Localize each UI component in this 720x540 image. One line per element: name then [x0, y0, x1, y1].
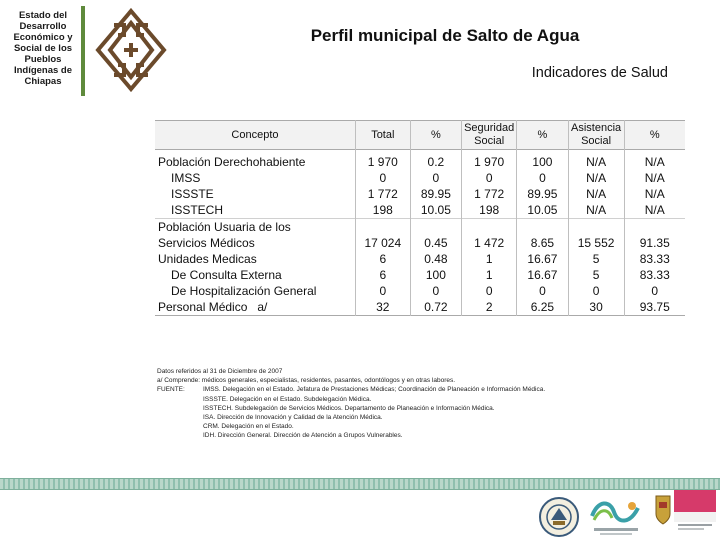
org-name [8, 10, 78, 87]
table-cell: 30 [568, 299, 624, 316]
table-cell: 15 552 [568, 235, 624, 251]
table-cell-concept: Servicios Médicos [155, 235, 355, 251]
table-row [155, 235, 685, 251]
column-header: Total [355, 121, 410, 150]
footnote-date: Datos referidos al 31 de Diciembre de 2007 [157, 368, 283, 375]
footnote-source-label: FUENTE: [157, 386, 185, 394]
table-cell [624, 219, 685, 236]
footnote-source: ISSSTE. Delegación en el Estado. Subdelegación Médica. [203, 395, 372, 403]
table-cell: 6.25 [517, 299, 568, 316]
table-cell: 89.95 [517, 186, 568, 202]
table-row [155, 251, 685, 267]
table-cell: 1 772 [355, 186, 410, 202]
table-row [155, 154, 685, 170]
table-cell-concept: IMSS [155, 170, 355, 186]
table-row [155, 202, 685, 219]
table-cell: 0 [410, 170, 461, 186]
table-cell-concept: Población Derechohabiente [155, 154, 355, 170]
footnote-a: a/ Comprende: médicos generales, especialistas, residentes, pasantes, odontólogos y en otras labores. [157, 377, 456, 385]
table-cell: N/A [644, 203, 665, 217]
table-cell: N/A [568, 154, 624, 170]
table-row [155, 267, 685, 283]
table-cell: 6 [355, 251, 410, 267]
table-cell-concept: Personal Médico a/ [155, 299, 355, 316]
table-cell: 0 [462, 170, 517, 186]
university-seal-icon [538, 496, 580, 538]
greek-fret-emblem-icon [92, 5, 170, 95]
footer-band [0, 478, 720, 490]
table-cell: 8.65 [517, 235, 568, 251]
table-cell [410, 219, 461, 236]
table-cell: 198 [355, 202, 410, 219]
table-cell: 17 024 [355, 235, 410, 251]
table-cell: 0 [568, 283, 624, 299]
page-title: Perfil municipal de Salto de Agua [310, 26, 580, 45]
table-cell: 1 [462, 267, 517, 283]
chiapas-crest-icon [654, 494, 672, 526]
table-cell: N/A [568, 202, 624, 219]
table-row [155, 219, 685, 236]
table-cell: 83.33 [639, 252, 670, 266]
column-header: Asistencia Social [568, 121, 624, 150]
table-cell-concept: Unidades Medicas [155, 251, 355, 267]
footnote-source-row [157, 385, 545, 394]
table-cell: N/A [644, 155, 665, 169]
table-cell: 198 [462, 202, 517, 219]
footnote-source: CRM. Delegación en el Estado. [203, 423, 294, 431]
table-header-row [155, 121, 685, 150]
table-cell: N/A [568, 170, 624, 186]
table-row [155, 283, 685, 299]
table-cell: 1 970 [355, 154, 410, 170]
table-cell: 32 [355, 299, 410, 316]
footer-logos [0, 490, 720, 540]
footnote-source: IMSS. Delegación en el Estado. Jefatura de Prestaciones Médicas; Coordinación de Planeación e Información Médica. [203, 386, 546, 394]
table-cell: N/A [568, 186, 624, 202]
org-name-line: Social de los [13, 43, 73, 54]
table-cell [355, 219, 410, 236]
column-header: Concepto [155, 121, 355, 150]
org-name-line: Estado del [18, 10, 68, 21]
table-cell-concept: Población Usuaria de los [155, 219, 355, 236]
table-cell: 16.67 [517, 251, 568, 267]
table-cell-concept: ISSTECH [155, 202, 355, 219]
table-cell-concept: ISSSTE [155, 186, 355, 202]
column-header: % [410, 121, 461, 150]
table-cell: 0.72 [410, 299, 461, 316]
org-name-line: Desarrollo [19, 21, 67, 32]
table-cell [568, 219, 624, 236]
table-cell: 0 [517, 170, 568, 186]
table-cell: 0 [651, 284, 659, 298]
column-header: % [624, 121, 685, 150]
table-cell: N/A [644, 171, 665, 185]
table-cell: 0 [410, 283, 461, 299]
page-subtitle: Indicadores de Salud [531, 65, 668, 81]
table-cell: 83.33 [639, 268, 670, 282]
table-cell: 100 [517, 154, 568, 170]
org-name-line: Indígenas de [13, 65, 73, 76]
table-cell: 6 [355, 267, 410, 283]
table-cell [462, 219, 517, 236]
footnote-source: ISA. Dirección de Innovación y Calidad de la Atención Médica. [203, 414, 383, 422]
table-cell: 0 [355, 170, 410, 186]
column-header: % [517, 121, 568, 150]
table-cell: 0.2 [410, 154, 461, 170]
org-name-line: Económico y [13, 32, 73, 43]
table-cell: 1 772 [462, 186, 517, 202]
table-cell: 5 [568, 251, 624, 267]
header-divider-bar [81, 6, 85, 96]
table-row [155, 299, 685, 316]
table-cell: 1 472 [462, 235, 517, 251]
table-cell: 1 970 [462, 154, 517, 170]
table-cell: 5 [568, 267, 624, 283]
health-indicators-table [155, 120, 685, 316]
table-cell: 10.05 [410, 202, 461, 219]
footnote-source: IDH. Dirección General. Dirección de Atención a Grupos Vulnerables. [203, 432, 403, 440]
table-row [155, 186, 685, 202]
chiapas-banner-icon [674, 490, 716, 532]
table-cell [517, 219, 568, 236]
table-cell: 0.48 [410, 251, 461, 267]
table-cell: 16.67 [517, 267, 568, 283]
table-cell-concept: De Consulta Externa [155, 267, 355, 283]
table-cell: 89.95 [410, 186, 461, 202]
table-cell: 2 [462, 299, 517, 316]
wave-logo-icon [588, 494, 644, 538]
table-cell: 1 [462, 251, 517, 267]
table-cell: 91.35 [639, 236, 670, 250]
table-cell: 0 [355, 283, 410, 299]
org-name-line: Chiapas [24, 76, 62, 87]
table-cell-concept: De Hospitalización General [155, 283, 355, 299]
org-name-line: Pueblos [24, 54, 62, 65]
table-cell: 0 [462, 283, 517, 299]
table-row [155, 170, 685, 186]
table-cell: 0 [517, 283, 568, 299]
table-cell: 0.45 [410, 235, 461, 251]
page-header [0, 0, 720, 105]
table-cell: 93.75 [639, 300, 670, 314]
table-cell: 10.05 [517, 202, 568, 219]
footnote-source: ISSTECH. Subdelegación de Servicios Médicos. Departamento de Planeación e Información Médica. [203, 404, 495, 412]
column-header: Seguridad Social [462, 121, 517, 150]
table-cell: N/A [644, 187, 665, 201]
table-cell: 100 [410, 267, 461, 283]
footnotes [157, 367, 545, 441]
